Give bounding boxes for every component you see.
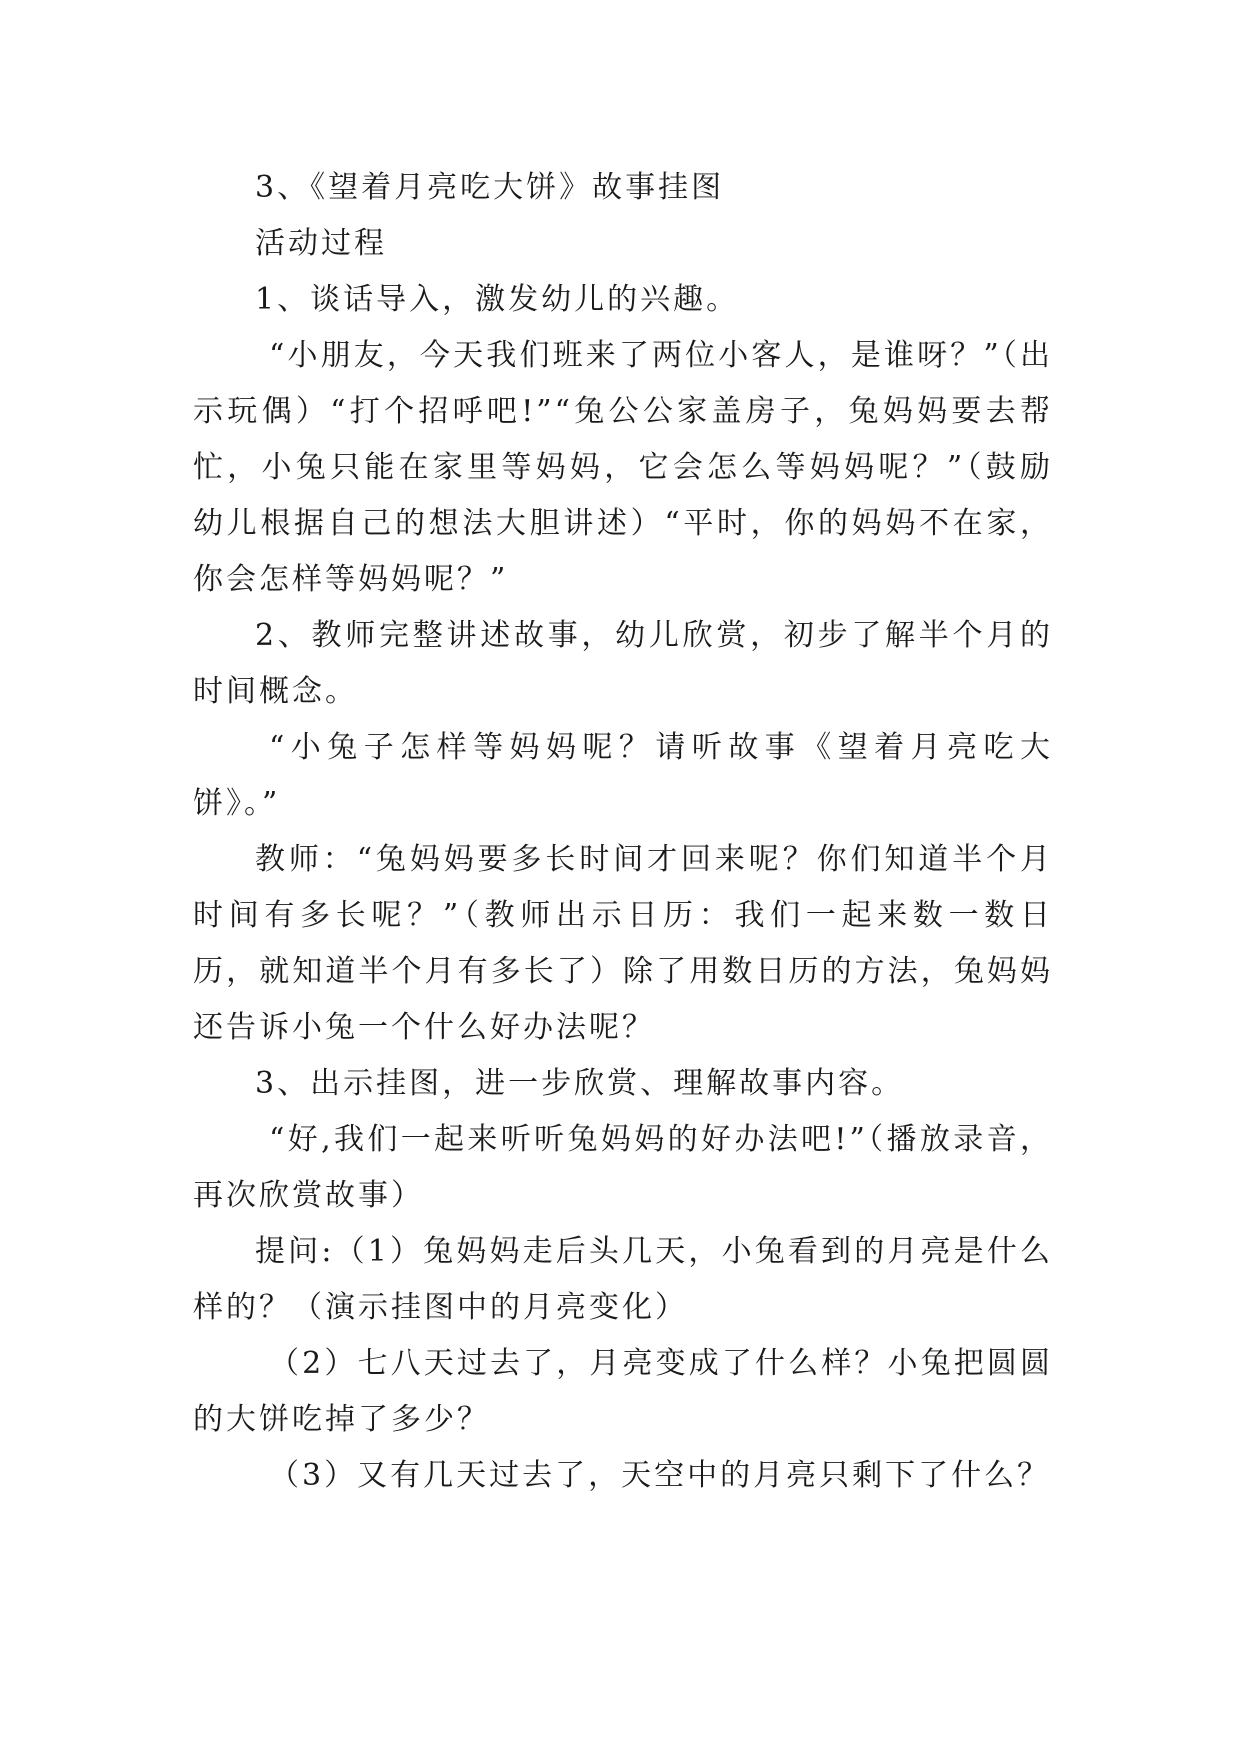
step-1-dialogue: “小朋友，今天我们班来了两位小客人，是谁呀？”（出示玩偶）“打个招呼吧!”“兔公公家盖房子，兔妈妈要去帮忙，小兔只能在家里等妈妈，它会怎么等妈妈呢？”（鼓励幼儿根据自己的想法大胆讲述）“平时，你的妈妈不在家，你会怎样等妈妈呢？” [193,338,1053,597]
question-3: （3）又有几天过去了，天空中的月亮只剩下了什么？ [269,1458,1051,1493]
section-heading-activity-process: 活动过程 [255,226,387,261]
step-3-heading: 3、出示挂图，进一步欣赏、理解故事内容。 [255,1066,905,1101]
step-2-teacher-dialogue: 教师：“兔妈妈要多长时间才回来呢？你们知道半个月时间有多长呢？”（教师出示日历：我们一起来数一数日历，就知道半个月有多长了）除了用数日历的方法，兔妈妈还告诉小兔一个什么好办法呢？ [193,842,1053,1045]
question-2: （2）七八天过去了，月亮变成了什么样？小兔把圆圆的大饼吃掉了多少？ [193,1346,1053,1437]
step-2-intro-quote: “小兔子怎样等妈妈呢？请听故事《望着月亮吃大饼》。” [193,730,1053,821]
step-1-heading: 1、谈话导入，激发幼儿的兴趣。 [255,282,740,317]
step-3-quote: “好,我们一起来听听兔妈妈的好办法吧!”（播放录音，再次欣赏故事） [193,1122,1053,1213]
question-1: 提问:（1）兔妈妈走后头几天，小兔看到的月亮是什么样的？（演示挂图中的月亮变化） [193,1234,1053,1325]
step-2-heading: 2、教师完整讲述故事，幼儿欣赏，初步了解半个月的时间概念。 [193,618,1053,709]
materials-item-3: 3、《望着月亮吃大饼》故事挂图 [255,170,725,205]
document-body [193,160,1053,1504]
